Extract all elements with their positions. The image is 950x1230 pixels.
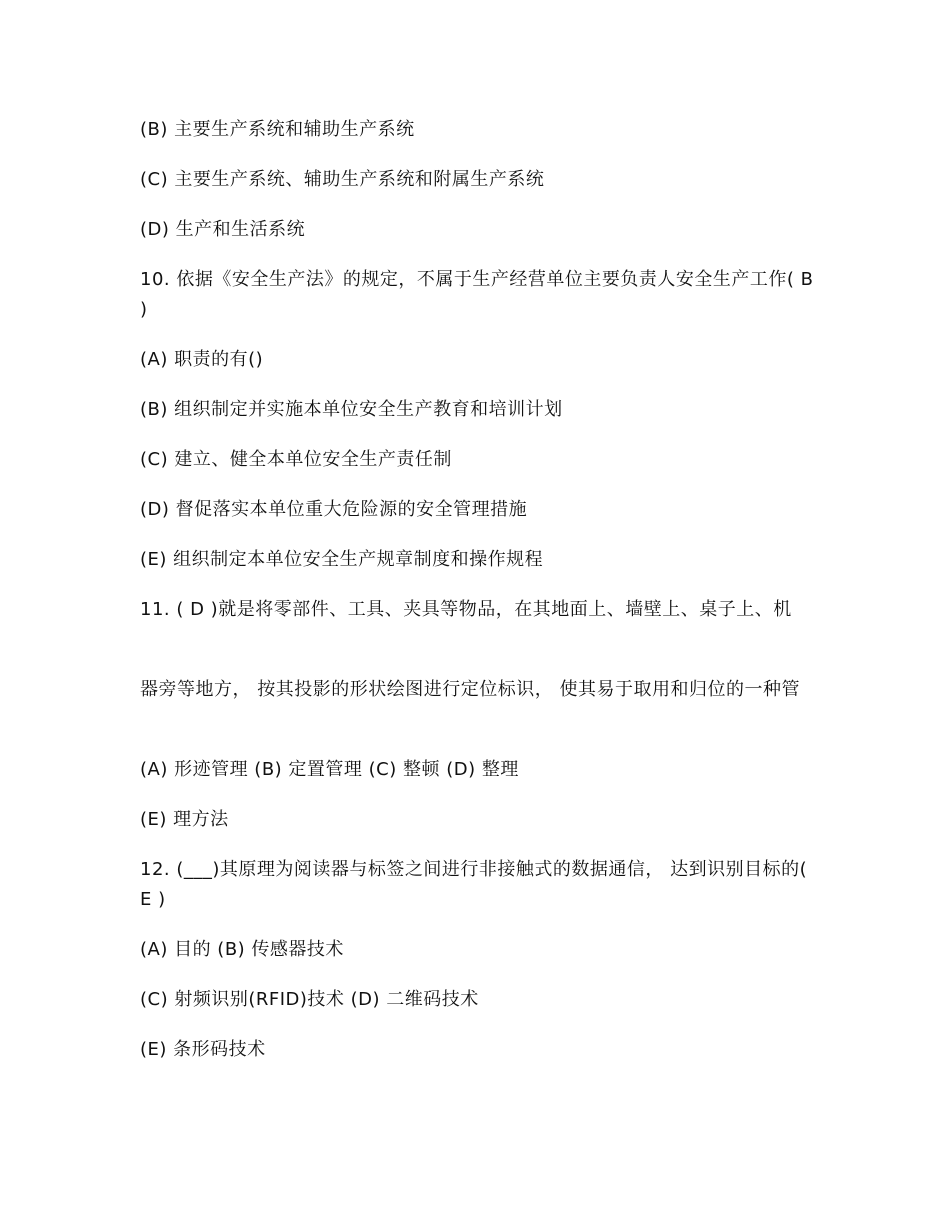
option-line: (E) 条形码技术 [140,1039,266,1060]
question-12: 12. (___)其原理为阅读器与标签之间进行非接触式的数据通信， 达到识别目标的( E ) [140,859,814,910]
option-line: (E) 理方法 [140,809,229,830]
option-line: (A) 目的 (B) 传感器技术 [140,939,344,960]
question-10: 10. 依据《安全生产法》的规定，不属于生产经营单位主要负责人安全生产工作( B ) [140,269,820,320]
option-line: (C) 射频识别(RFID)技术 (D) 二维码技术 [140,989,479,1010]
option-line: (C) 主要生产系统、辅助生产系统和附属生产系统 [140,169,545,190]
option-line: (A) 职责的有() [140,349,264,370]
option-line: (D) 督促落实本单位重大危险源的安全管理措施 [140,499,528,520]
option-line: (E) 组织制定本单位安全生产规章制度和操作规程 [140,549,544,570]
question-11-continued: 器旁等地方， 按其投影的形状绘图进行定位标识， 使其易于取用和归位的一种管 [140,679,800,700]
option-line: (D) 生产和生活系统 [140,219,306,240]
option-line: (C) 建立、健全本单位安全生产责任制 [140,449,452,470]
question-11: 11. ( D )就是将零部件、工具、夹具等物品，在其地面上、墙壁上、桌子上、机 [140,599,792,620]
option-line: (A) 形迹管理 (B) 定置管理 (C) 整顿 (D) 整理 [140,759,519,780]
option-line: (B) 主要生产系统和辅助生产系统 [140,119,415,140]
option-line: (B) 组织制定并实施本单位安全生产教育和培训计划 [140,399,563,420]
